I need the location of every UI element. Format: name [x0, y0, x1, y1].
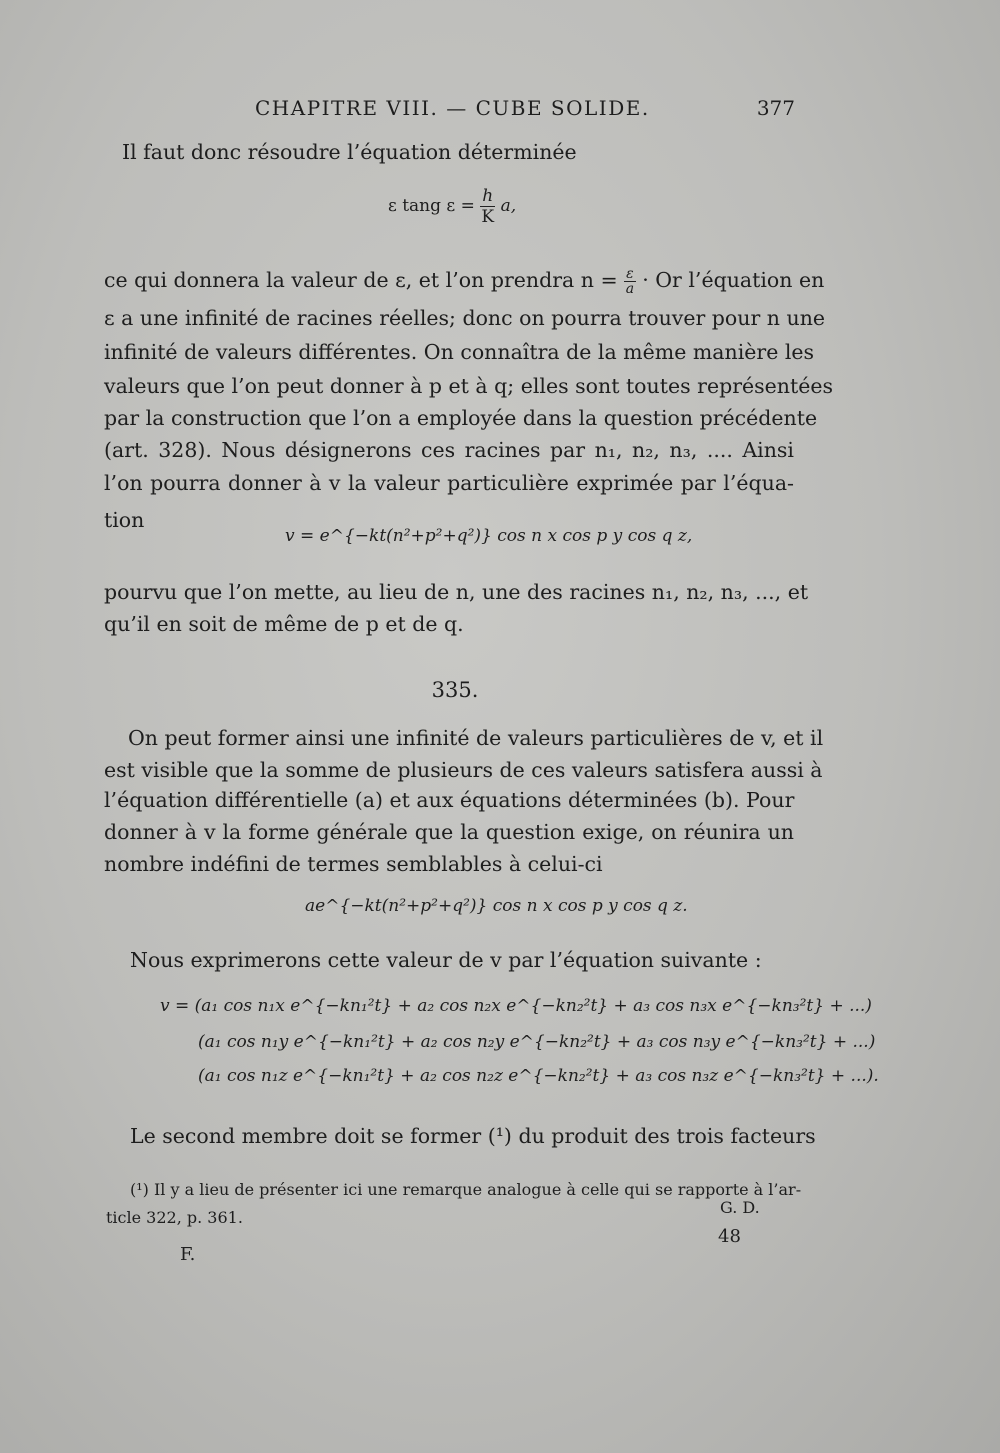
- running-header: [255, 96, 795, 120]
- text-line: Le second membre doit se former (¹) du produit des trois facteurs: [130, 1124, 816, 1148]
- text-line: pourvu que l’on mette, au lieu de n, une des racines n₁, n₂, n₃, ..., et: [104, 580, 809, 604]
- text-line: est visible que la somme de plusieurs de ces valeurs satisfera aussi à: [104, 758, 823, 782]
- equation-v-particular: v = e^{−kt(n²+p²+q²)} cos n x cos p y cos q z,: [285, 526, 693, 546]
- fraction-eps-over-a: [624, 267, 636, 296]
- equation-z-factor: (a₁ cos n₁z e^{−kn₁²t} + a₂ cos n₂z e^{−kn₂²t} + a₃ cos n₃z e^{−kn₃²t} + ...).: [198, 1066, 879, 1086]
- text-line: ε a une infinité de racines réelles; donc on pourra trouver pour n une: [104, 306, 826, 330]
- text-line: [104, 266, 825, 297]
- fraction-den: a: [625, 281, 635, 297]
- text-line: qu’il en soit de même de p et de q.: [104, 612, 464, 636]
- page-number: 377: [756, 96, 795, 120]
- footnote-initials: G. D.: [720, 1198, 760, 1217]
- section-number: 335.: [431, 678, 479, 702]
- equation-eps-tang: [388, 186, 516, 227]
- equation-v-x-factor: v = (a₁ cos n₁x e^{−kn₁²t} + a₂ cos n₂x e^{−kn₂²t} + a₃ cos n₃x e^{−kn₃²t} + ...): [160, 996, 872, 1016]
- text-line: donner à v la forme générale que la question exige, on réunira un: [104, 820, 794, 844]
- text-line: On peut former ainsi une infinité de valeurs particulières de v, et il: [128, 726, 824, 750]
- equation-y-factor: (a₁ cos n₁y e^{−kn₁²t} + a₂ cos n₂y e^{−kn₂²t} + a₃ cos n₃y e^{−kn₃²t} + ...): [198, 1032, 876, 1052]
- eq-right: a,: [500, 196, 517, 216]
- text-segment: · Or l’équation en: [642, 268, 825, 292]
- text-line: Il faut donc résoudre l’équation déterminée: [122, 140, 577, 164]
- text-line: nombre indéfini de termes semblables à celui-ci: [104, 852, 603, 876]
- eq-left: ε tang ε =: [388, 196, 475, 216]
- text-segment: ce qui donnera la valeur de ε, et l’on prendra n =: [104, 268, 618, 292]
- signature-letter: F.: [180, 1244, 196, 1265]
- text-line: tion: [104, 508, 145, 532]
- fraction-num: ε: [626, 266, 634, 282]
- text-line: (art. 328). Nous désignerons ces racines par n₁, n₂, n₃, .... Ainsi: [104, 438, 794, 462]
- text-line: Nous exprimerons cette valeur de v par l’équation suivante :: [130, 948, 762, 972]
- footnote-line: (¹) Il y a lieu de présenter ici une remarque analogue à celle qui se rapporte à l’ar-: [130, 1180, 802, 1199]
- text-line: valeurs que l’on peut donner à p et à q; elles sont toutes représentées: [104, 374, 834, 398]
- text-line: par la construction que l’on a employée dans la question précédente: [104, 406, 818, 430]
- text-line: l’on pourra donner à v la valeur particulière exprimée par l’équa-: [104, 471, 794, 495]
- fraction-den: K: [481, 207, 495, 227]
- fraction-num: h: [482, 186, 494, 206]
- signature-number: 48: [718, 1226, 741, 1247]
- text-line: l’équation différentielle (a) et aux équations déterminées (b). Pour: [104, 788, 795, 812]
- footnote-line: ticle 322, p. 361.: [106, 1208, 243, 1227]
- chapter-title: CHAPITRE VIII. — CUBE SOLIDE.: [255, 96, 650, 120]
- fraction-h-over-k: [480, 186, 495, 227]
- equation-general-term: ae^{−kt(n²+p²+q²)} cos n x cos p y cos q z.: [305, 896, 688, 916]
- text-line: infinité de valeurs différentes. On connaîtra de la même manière les: [104, 340, 815, 364]
